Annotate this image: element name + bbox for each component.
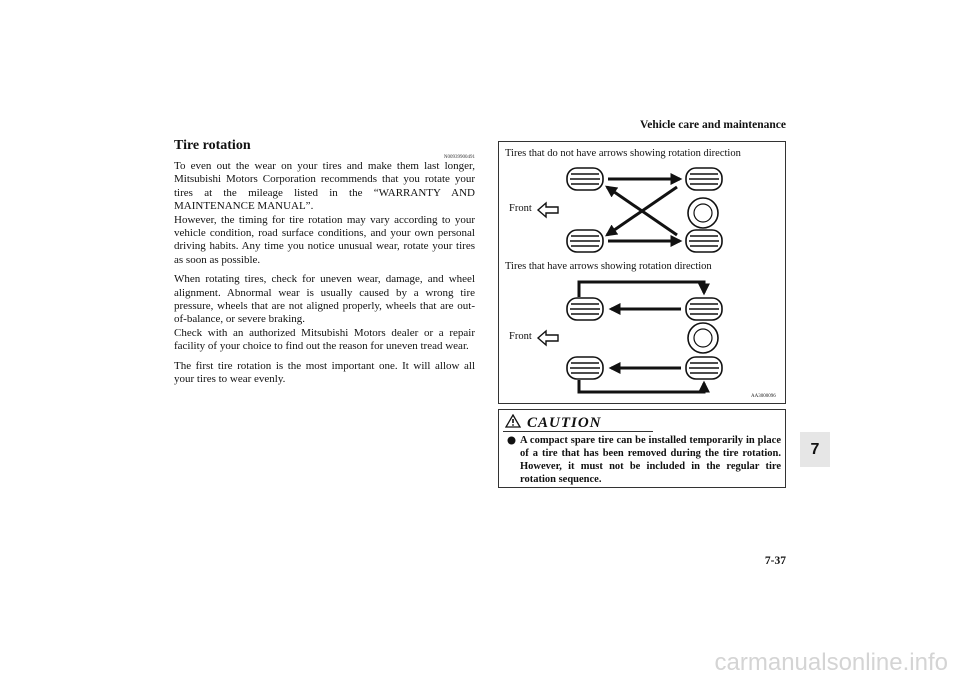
- reference-code: N00939900491: [443, 155, 475, 160]
- caption-arrows: Tires that have arrows showing rotation direction: [505, 261, 712, 272]
- caution-header: [505, 413, 602, 433]
- paragraph: To even out the wear on your tires and make them last longer, Mitsubishi Motors Corporation recommends that you rotate your tires at the mileage listed in the “WARRANTY AND MAINTENANCE MANUAL”.: [174, 160, 475, 213]
- paragraph: When rotating tires, check for uneven wear, damage, and wheel alignment. Abnormal wear is usually caused by a wrong tire pressure, wheels that are not aligned properly, wheels that are out-of-balance, or severe braking.: [174, 273, 475, 326]
- tire-icon: [567, 168, 603, 190]
- caution-box: [498, 409, 786, 488]
- tire-rotation-figure: [498, 141, 786, 404]
- tire-icon: [567, 357, 603, 379]
- front-arrow-icon: [538, 203, 558, 217]
- watermark: carmanualsonline.info: [714, 649, 948, 676]
- tire-rotation-diagram: [499, 142, 787, 405]
- caution-text: A compact spare tire can be installed temporarily in place of a tire that has been removed during the tire rotation. However, it must not be included in the regular tire rotation sequence.: [520, 435, 781, 485]
- rotation-arrow-icon: [579, 380, 704, 392]
- paragraph: However, the timing for tire rotation may vary according to your vehicle condition, road surface conditions, and your own personal driving habits. Any time you notice unusual wear, rotate your tires as soon as possible.: [174, 213, 475, 266]
- chapter-tab: 7: [800, 432, 830, 467]
- caution-divider: [503, 431, 653, 432]
- running-header: Vehicle care and maintenance: [640, 119, 786, 131]
- figure-code: AA3000096: [751, 394, 776, 399]
- front-label: Front: [509, 331, 532, 342]
- caution-item: [507, 434, 781, 486]
- tire-icon: [686, 230, 722, 252]
- caption-no-arrows: Tires that do not have arrows showing rotation direction: [505, 148, 741, 159]
- paragraph: Check with an authorized Mitsubishi Motors dealer or a repair facility of your choice to find out the reason for uneven tread wear.: [174, 326, 475, 353]
- front-arrow-icon: [538, 331, 558, 345]
- tire-icon: [686, 298, 722, 320]
- tire-icon: [686, 357, 722, 379]
- body-text: [174, 160, 475, 387]
- page-number: 7-37: [764, 555, 786, 567]
- spare-tire-icon: [688, 323, 718, 353]
- bullet-dot-icon: [507, 434, 520, 486]
- rotation-arrow-icon: [579, 282, 704, 297]
- tire-icon: [686, 168, 722, 190]
- tire-icon: [567, 230, 603, 252]
- spare-tire-icon: [688, 198, 718, 228]
- caution-title: CAUTION: [527, 414, 602, 431]
- tire-icon: [567, 298, 603, 320]
- warning-triangle-icon: [505, 414, 521, 433]
- front-label: Front: [509, 203, 532, 214]
- section-title: Tire rotation: [174, 138, 251, 153]
- paragraph: The first tire rotation is the most important one. It will allow all your tires to wear evenly.: [174, 359, 475, 386]
